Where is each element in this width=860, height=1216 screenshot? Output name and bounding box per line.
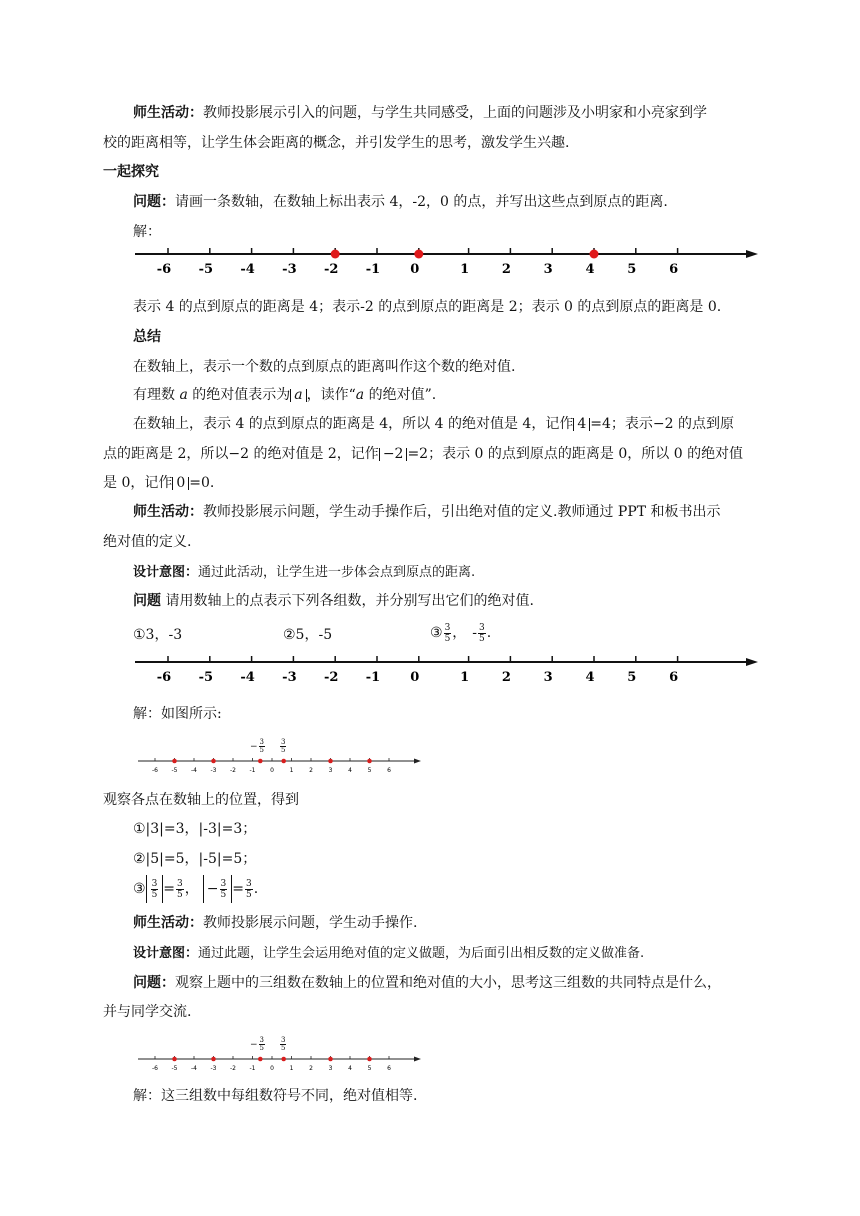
text-teacher-activity-3: 教师投影展示问题，学生动手操作. [203, 915, 418, 931]
paragraph-teacher-activity-1 [133, 103, 707, 123]
mini-point [367, 1057, 372, 1062]
mini-tick-label: -3 [210, 767, 217, 774]
tick-label: 3 [543, 262, 553, 277]
question-3-cont: 并与同学交流. [103, 1004, 192, 1020]
mini-point [172, 759, 177, 764]
question-1 [133, 192, 668, 212]
marked-point [414, 250, 423, 259]
label-design-intent: 设计意图： [133, 565, 199, 580]
mini-tick-label: 3 [328, 767, 333, 774]
marked-point [590, 250, 599, 259]
tick-label: 6 [669, 262, 679, 277]
mini-tick-label: 2 [309, 1065, 313, 1072]
label-question: 问题： [133, 194, 175, 210]
label-teacher-activity-3: 师生活动： [133, 915, 203, 931]
mini-tick-label: 5 [367, 767, 372, 774]
mini-tick-label: 5 [367, 1065, 372, 1072]
mini-label-3-5-b: $\frac{3}{5}$ [281, 1036, 286, 1052]
design-intent-1 [133, 563, 475, 583]
tick-label: 1 [460, 670, 470, 685]
mini-tick-label: 1 [289, 1065, 294, 1072]
tick-label: 0 [410, 670, 420, 685]
example-line-1 [133, 414, 734, 434]
example-3b: =0. [189, 475, 215, 491]
label-teacher-activity: 师生活动： [133, 105, 203, 121]
tick-label: 0 [410, 262, 420, 277]
paragraph-teacher-activity-2 [133, 502, 721, 522]
group-3-prefix: ③ [430, 625, 443, 641]
group-3-sep: ， [452, 625, 467, 641]
mini-point [367, 759, 372, 764]
variable-a-2: a [355, 387, 365, 403]
example-line-3 [103, 473, 214, 493]
axis-arrow-icon [746, 658, 758, 666]
question-3-text: 观察上题中的三组数在数轴上的位置和绝对值的大小，思考这三组数的共同特点是什么， [175, 975, 721, 991]
solution-2-label: 解：如图所示: [133, 706, 222, 722]
tick-label: -6 [156, 670, 172, 685]
mini-point [211, 1057, 216, 1062]
mini-tick-label: -4 [191, 1065, 197, 1072]
abs-4: 4 [573, 418, 590, 431]
label-design-intent-2: 设计意图： [133, 946, 199, 961]
example-1b: =4；表示−2 的点到原 [590, 416, 734, 432]
design-intent-2 [133, 944, 644, 964]
absolute-value-notation [133, 385, 436, 405]
design-intent-2-text: 通过此题，让学生会运用绝对值的定义做题，为后面引出相反数的定义做准备. [198, 946, 645, 961]
tick-label: 5 [627, 670, 637, 685]
mini-tick-label: -2 [230, 767, 236, 774]
distance-statement: 表示 4 的点到原点的距离是 4；表示-2 的点到原点的距离是 2；表示 0 的点到原点的距离是 0. [133, 299, 722, 315]
example-3a: 是 0，记作 [103, 475, 173, 491]
mini-point [281, 759, 286, 764]
tick-label: -1 [365, 670, 381, 685]
result-3-prefix: ③ [133, 881, 146, 897]
notation-text-post: ，读作“ [306, 387, 356, 403]
abs-a-symbol: a [290, 389, 306, 402]
example-line-2 [103, 444, 743, 464]
final-answer: 解：这三组数中每组数符号不同，绝对值相等. [133, 1088, 418, 1104]
label-question-3: 问题： [133, 975, 175, 991]
example-2b: =2；表示 0 的点到原点的距离是 0，所以 0 的绝对值 [407, 446, 744, 462]
tick-label: -1 [365, 262, 381, 277]
tick-label: 6 [669, 670, 679, 685]
mini-tick-label: -5 [171, 767, 178, 774]
mini-tick-label: -1 [249, 1065, 256, 1072]
mini-axis-arrow-icon [414, 1057, 421, 1062]
label-teacher-activity-2: 师生活动： [133, 504, 203, 520]
tick-label: -4 [240, 670, 255, 685]
group-3-end: . [486, 625, 492, 641]
paragraph-teacher-activity-1-cont: 校的距离相等，让学生体会距离的概念，并引发学生的思考，激发学生兴趣. [103, 135, 570, 151]
question-2 [133, 591, 534, 611]
fraction-3-5: $\frac{3}{5}$ [444, 622, 451, 644]
marked-point [331, 250, 340, 259]
mini-point [281, 1057, 286, 1062]
mini-tick-label: 4 [348, 1065, 352, 1072]
text-teacher-activity-1a: 教师投影展示引入的问题，与学生共同感受，上面的问题涉及小明家和小亮家到学 [203, 105, 707, 121]
paragraph-teacher-activity-3 [133, 913, 417, 933]
mini-point [328, 1057, 333, 1062]
tick-label: -2 [323, 670, 339, 685]
group-3 [430, 619, 491, 647]
paragraph-teacher-activity-2-cont: 绝对值的定义. [103, 534, 192, 550]
tick-label: -4 [240, 262, 255, 277]
group-2: ②5，-5 [283, 627, 333, 643]
mini-label-neg-3-5-b: − $\frac{3}{5}$ [250, 1036, 265, 1052]
mini-tick-label: -2 [230, 1065, 236, 1072]
abs-neg-2: −2 [379, 448, 408, 461]
label-question-2: 问题 [133, 593, 161, 609]
tick-label: -3 [282, 670, 297, 685]
tick-label: -5 [198, 670, 214, 685]
group-3-neg: - [472, 625, 478, 641]
mini-point [172, 1057, 177, 1062]
mini-tick-label: 6 [387, 767, 391, 774]
absolute-value-definition: 在数轴上，表示一个数的点到原点的距离叫作这个数的绝对值. [133, 359, 516, 375]
result-1: ①|3|=3，|-3|=3； [133, 821, 257, 837]
mini-tick-label: 3 [328, 1065, 333, 1072]
mini-tick-label: 4 [348, 767, 352, 774]
tick-label: -2 [323, 262, 339, 277]
tick-label: 2 [501, 670, 511, 685]
tick-label: 4 [585, 262, 595, 277]
mini-tick-label: 6 [387, 1065, 391, 1072]
result-2: ②|5|=5，|-5|=5； [133, 851, 257, 867]
notation-text-mid: 的绝对值表示为 [192, 387, 291, 403]
fraction-neg-3-5: $\frac{3}{5}$ [479, 622, 485, 644]
question-3 [133, 973, 721, 993]
example-1a: 在数轴上，表示 4 的点到原点的距离是 4，所以 4 的绝对值是 4，记作 [133, 416, 574, 432]
mini-label-neg-3-5: − $\frac{3}{5}$ [250, 738, 265, 754]
mini-point [211, 759, 216, 764]
tick-label: 5 [627, 262, 637, 277]
mini-tick-label: -6 [152, 1065, 158, 1072]
mini-tick-label: 0 [270, 767, 274, 774]
mini-tick-label: -5 [171, 1065, 178, 1072]
observe-text: 观察各点在数轴上的位置，得到 [103, 792, 299, 808]
notation-text-pre: 有理数 [133, 387, 175, 403]
tick-label: -6 [156, 262, 172, 277]
question-2-text: 请用数轴上的点表示下列各组数，并分别写出它们的绝对值. [161, 593, 534, 609]
abs-3-5: $\frac{3}{5}$ [146, 875, 164, 903]
mini-number-line-1 [133, 733, 421, 777]
mini-tick-label: -3 [210, 1065, 217, 1072]
tick-label: 1 [460, 262, 470, 277]
mini-tick-label: -1 [249, 767, 256, 774]
solution-1-label: 解： [133, 224, 161, 240]
abs-neg-3-5: − $\frac{3}{5}$ [203, 875, 232, 903]
mini-label-3-5: $\frac{3}{5}$ [281, 738, 286, 754]
tick-label: 2 [501, 262, 511, 277]
result-3: ③ $\frac{3}{5}$ = $\frac{3}{5}$ ， − $\frac{3}{5}$ = $\frac{3}{5}$ . [133, 875, 258, 903]
summary-heading: 总结 [133, 329, 161, 345]
mini-point [258, 1057, 263, 1062]
design-intent-1-text: 通过此活动，让学生进一步体会点到原点的距离. [198, 565, 476, 580]
mini-number-line-2 [133, 1031, 421, 1075]
axis-arrow-icon [746, 250, 758, 258]
tick-label: 4 [585, 670, 595, 685]
mini-tick-label: 0 [270, 1065, 274, 1072]
notation-text-end: 的绝对值”. [364, 387, 437, 403]
group-1: ①3，-3 [133, 627, 183, 643]
question-1-text: 请画一条数轴，在数轴上标出表示 4，-2，0 的点，并写出这些点到原点的距离. [175, 194, 668, 210]
example-2a: 点的距离是 2，所以−2 的绝对值是 2，记作 [103, 446, 379, 462]
mini-point [328, 759, 333, 764]
text-teacher-activity-2a: 教师投影展示问题，学生动手操作后，引出绝对值的定义.教师通过 PPT 和板书出示 [203, 504, 721, 520]
mini-tick-label: -6 [152, 767, 158, 774]
section-heading-explore: 一起探究 [103, 164, 159, 180]
mini-axis-arrow-icon [414, 759, 421, 764]
mini-point [258, 759, 263, 764]
variable-a: a [179, 387, 188, 403]
tick-label: -3 [282, 262, 297, 277]
abs-0: 0 [172, 477, 189, 490]
mini-tick-label: 2 [309, 767, 313, 774]
tick-label: 3 [543, 670, 553, 685]
tick-label: -5 [198, 262, 214, 277]
mini-tick-label: 1 [289, 767, 294, 774]
mini-tick-label: -4 [191, 767, 197, 774]
